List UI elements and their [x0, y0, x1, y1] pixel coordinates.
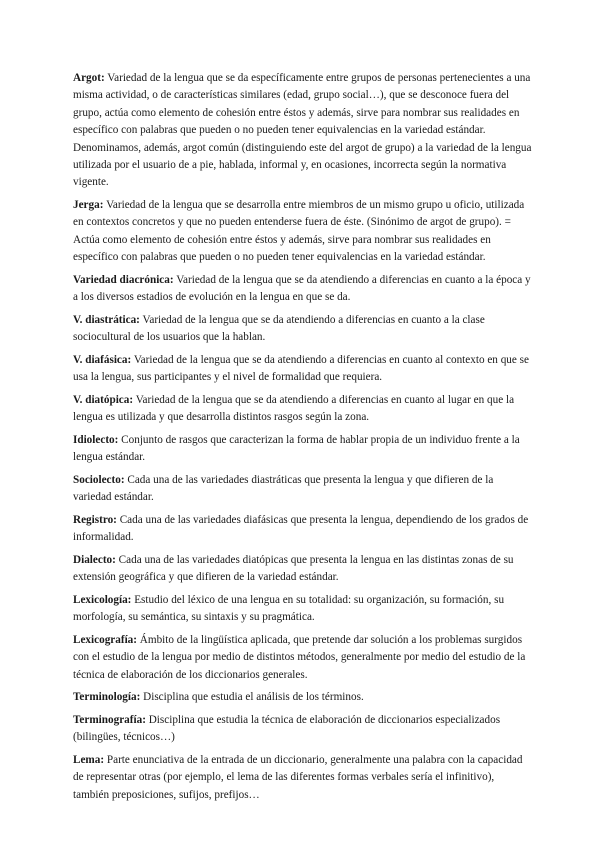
term-definition: Estudio del léxico de una lengua en su totalidad: su organización, su formación, su morfología, su semántica, su sintaxis y su pragmática.	[73, 593, 505, 624]
glossary-entry-v-diastratica	[73, 312, 533, 347]
glossary-entry-lexicologia	[73, 592, 533, 627]
glossary-entry-sociolecto	[73, 472, 533, 507]
glossary-entry-argot	[73, 70, 533, 192]
term-label: V. diatópica:	[73, 393, 134, 406]
term-definition: Conjunto de rasgos que caracterizan la forma de hablar propia de un individuo frente a la lengua estándar.	[73, 433, 520, 464]
term-label: Terminología:	[73, 691, 141, 704]
glossary-entry-lema	[73, 752, 533, 804]
term-definition: Cada una de las variedades diafásicas que presenta la lengua, dependiendo de los grados de informalidad.	[73, 513, 529, 544]
glossary-entry-idiolecto	[73, 432, 533, 467]
term-label: Lexicología:	[73, 593, 132, 606]
term-definition: Variedad de la lengua que se da atendiendo a diferencias en cuanto al lugar en que la lengua es utilizada y que desarrolla distintos rasgos según la zona.	[73, 393, 515, 424]
term-label: Jerga:	[73, 199, 104, 212]
term-definition: Cada una de las variedades diastráticas que presenta la lengua y que difieren de la variedad estándar.	[73, 473, 494, 504]
glossary-entry-registro	[73, 512, 533, 547]
term-label: Variedad diacrónica:	[73, 273, 174, 286]
term-definition: Variedad de la lengua que se da específicamente entre grupos de personas pertenecientes a una misma actividad, o de características similares (edad, grupo social…), que se desconoce fuera del grupo, actúa como elemento de cohesión entre éstos y además, sirve para nombrar sus realidades en específico con palabras que pueden o no pueden tener equivalencias en la variedad estándar. Denominamos, además, argot común (distinguiendo este del argot de grupo) a la variedad de la lengua utilizada por el usuario de a pie, hablada, informal y, en ocasiones, incorrecta según la normativa vigente.	[73, 72, 532, 189]
term-label: Sociolecto:	[73, 473, 125, 486]
term-label: Lexicografía:	[73, 633, 137, 646]
term-label: Lema:	[73, 753, 105, 766]
glossary-entry-lexicografia	[73, 632, 533, 684]
glossary-entry-terminografia	[73, 712, 533, 747]
glossary-entry-variedad-diacronica	[73, 272, 533, 307]
term-definition: Variedad de la lengua que se desarrolla entre miembros de un mismo grupo u oficio, utilizada en contextos concretos y que no pueden entenderse fuera de éste. (Sinónimo de argot de grupo). = Actúa como elemento de cohesión entre éstos y además, sirve para nombrar sus realidades en específico con palabras que pueden o no pueden tener equivalencias en la variedad estándar.	[73, 199, 525, 264]
term-label: Dialecto:	[73, 553, 116, 566]
term-definition: Cada una de las variedades diatópicas que presenta la lengua en las distintas zonas de su extensión geográfica y que difieren de la variedad estándar.	[73, 553, 514, 584]
glossary-entry-v-diafasica	[73, 352, 533, 387]
glossary-entry-jerga	[73, 197, 533, 267]
term-label: V. diafásica:	[73, 353, 132, 366]
document-page	[73, 70, 533, 809]
glossary-entry-terminologia	[73, 689, 533, 706]
term-label: Argot:	[73, 72, 105, 84]
term-definition: Disciplina que estudia el análisis de los términos.	[143, 691, 364, 704]
term-label: Registro:	[73, 513, 117, 526]
term-definition: Variedad de la lengua que se da atendiendo a diferencias en cuanto a la clase sociocultural de los usuarios que la hablan.	[73, 313, 485, 344]
term-definition: Ámbito de la lingüística aplicada, que pretende dar solución a los problemas surgidos con el estudio de la lengua por medio de distintos métodos, generalmente por medio del estudio de la técnica de elaboración de los diccionarios generales.	[73, 633, 526, 681]
term-label: Idiolecto:	[73, 433, 119, 446]
term-definition: Parte enunciativa de la entrada de un diccionario, generalmente una palabra con la capacidad de representar otras (por ejemplo, el lema de las diferentes formas verbales sería el infinitivo), también preposiciones, sufijos, prefijos…	[73, 753, 523, 801]
glossary-entry-v-diatopica	[73, 392, 533, 427]
term-label: V. diastrática:	[73, 313, 140, 326]
glossary-entry-dialecto	[73, 552, 533, 587]
term-definition: Variedad de la lengua que se da atendiendo a diferencias en cuanto al contexto en que se usa la lengua, sus participantes y el nivel de formalidad que requiera.	[73, 353, 529, 384]
term-definition: Disciplina que estudia la técnica de elaboración de diccionarios especializados (bilingües, técnicos…)	[73, 713, 501, 744]
term-label: Terminografía:	[73, 713, 146, 726]
term-definition: Variedad de la lengua que se da atendiendo a diferencias en cuanto a la época y a los diversos estadios de evolución en la lengua en que se da.	[73, 273, 531, 304]
